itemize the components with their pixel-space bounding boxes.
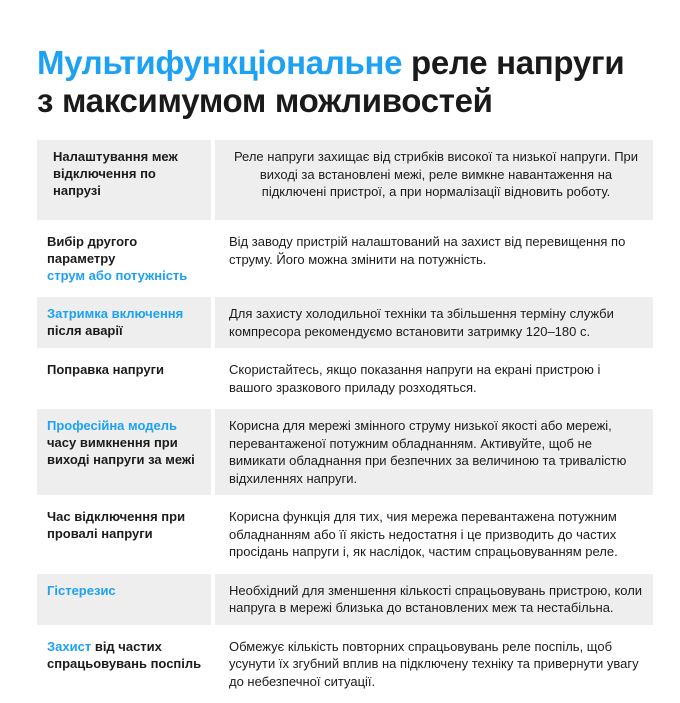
feature-label-highlight: Затримка включення xyxy=(47,306,184,321)
feature-label xyxy=(37,630,211,699)
feature-row xyxy=(37,630,653,699)
page-title xyxy=(37,44,657,120)
feature-label-highlight: струм або потужність xyxy=(47,268,188,283)
feature-label-text: Вибір другого параметру xyxy=(47,234,138,266)
feature-label-highlight: Захист xyxy=(47,638,92,654)
feature-label xyxy=(37,353,211,404)
title-rest: реле напруги xyxy=(402,44,625,81)
feature-description: Обмежує кількість повторних спрацьовувань реле поспіль, щоб усунути їх згубний вплив на підключену техніку та привернути увагу до небезпечної ситуації. xyxy=(229,638,639,689)
feature-description: Реле напруги захищає від стрибків високої та низької напруги. При виході за встановлені межі, реле вимкне навантаження на підключені пристрої, а при нормалізації відновить роботу. xyxy=(215,140,653,220)
feature-label-highlight: Професійна модель xyxy=(47,418,177,433)
feature-label-text: Поправка напруги xyxy=(47,362,164,377)
feature-label-text: часу вимкнення при виході напруги за межі xyxy=(47,435,195,467)
feature-label-text: від частих спрацьовувань поспіль xyxy=(47,638,202,671)
feature-row xyxy=(37,500,653,569)
feature-description: Для захисту холодильної техніки та збільшення терміну служби компресора рекомендуємо встановити затримку 120–180 с. xyxy=(215,297,653,348)
feature-description: Корисна для мережі змінного струму низької якості або мережі, перевантаженої потужним обладнанням. Активуйте, щоб не вимикати обладнання при безпечних за величиною та тривалістю відхиленнях напруги. xyxy=(215,409,653,495)
feature-row xyxy=(37,297,653,348)
feature-description: Корисна функція для тих, чия мережа перевантажена потужним обладнанням або її якість недостатня і це призводить до частих просідань напруги і, як наслідок, частим спрацьовуванням реле. xyxy=(229,509,618,559)
title-line2: з максимумом можливостей xyxy=(37,82,493,119)
feature-label xyxy=(37,409,211,495)
feature-label xyxy=(37,297,211,348)
feature-label-text: Налаштування меж відключення по напрузі xyxy=(53,149,178,198)
feature-label-highlight: Гістерезис xyxy=(47,582,116,598)
feature-description: Необхідний для зменшення кількості спрацьовувань пристрою, коли напруга в мережі близька до встановлених меж та нестабільна. xyxy=(215,574,653,625)
features-table xyxy=(37,140,653,703)
feature-description: Скористайтесь, якщо показання напруги на екрані пристрою і вашого зразкового приладу розходяться. xyxy=(229,362,601,395)
feature-description: Від заводу пристрій налаштований на захист від перевищення по струму. Його можна змінити на потужність. xyxy=(229,234,626,267)
feature-row xyxy=(37,574,653,625)
feature-row xyxy=(37,353,653,404)
feature-label-text: Час відключення при провалі напруги xyxy=(47,509,186,541)
feature-row xyxy=(37,225,653,292)
feature-row xyxy=(37,409,653,495)
feature-label xyxy=(37,574,211,625)
title-accent: Мультифункціональне xyxy=(37,44,403,81)
feature-label xyxy=(37,140,211,220)
feature-row xyxy=(37,140,653,220)
feature-label-text: після аварії xyxy=(47,323,123,338)
feature-label xyxy=(37,500,211,569)
feature-label xyxy=(37,225,211,292)
